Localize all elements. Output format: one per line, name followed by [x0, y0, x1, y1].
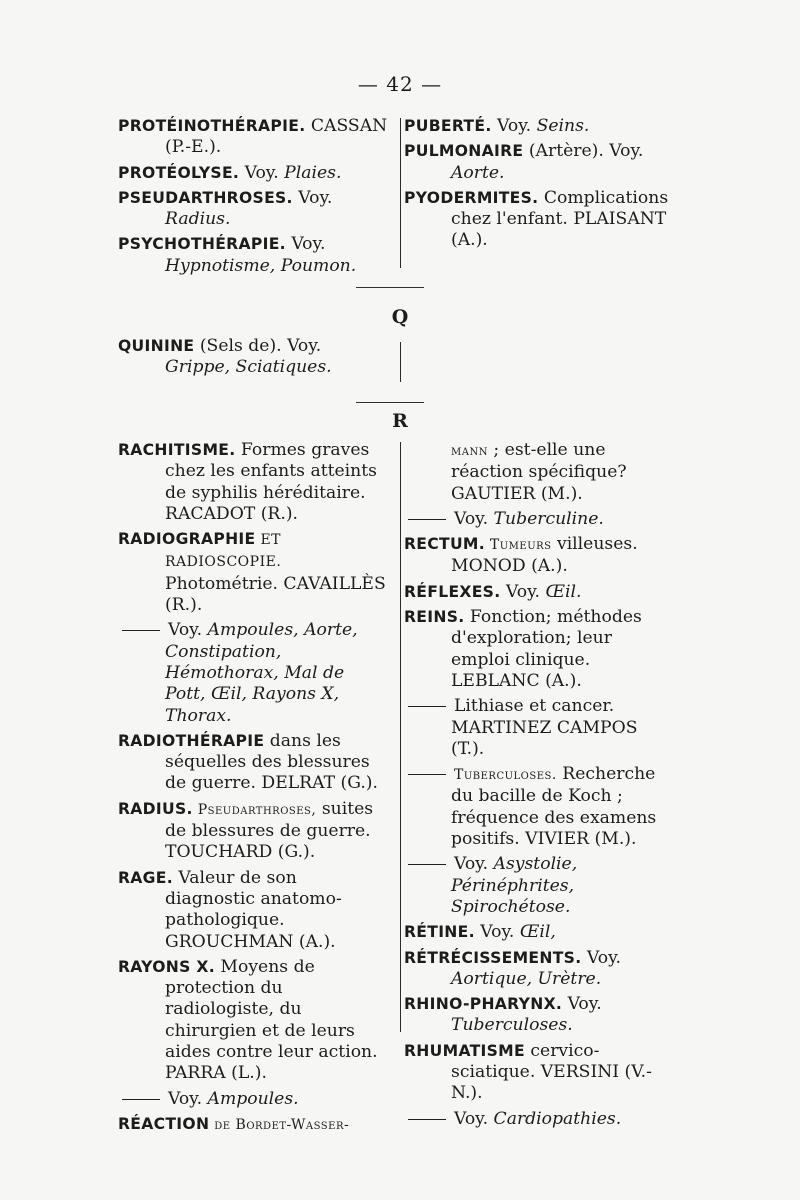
section-r-left-column	[118, 440, 396, 1140]
entry-reference: Aortique, Urètre.	[451, 968, 602, 989]
index-entry	[404, 1041, 674, 1105]
entry-text: (Sels de). Voy.	[194, 336, 322, 356]
entry-text: Fonction; méthodes d'exploration; leur emploi clinique. LEBLANC (A.).	[451, 607, 642, 691]
entry-subheading: Pseudarthroses,	[192, 801, 317, 818]
entry-text: Recherche du bacille de Koch ; fréquence des examens positifs. VIVIER (M.).	[451, 764, 657, 850]
entry-heading: RACHITISME.	[118, 441, 236, 459]
section-p	[118, 116, 678, 281]
index-entry	[118, 234, 390, 277]
index-entry	[404, 1109, 674, 1130]
index-entry	[404, 188, 674, 252]
entry-reference: Grippe, Sciatiques.	[165, 357, 332, 378]
letter-heading-r: R	[392, 410, 408, 432]
entry-heading: RÉTRÉCISSEMENTS.	[404, 948, 582, 967]
entry-heading: PULMONAIRE	[404, 142, 524, 161]
entry-heading: RAYONS X.	[118, 957, 215, 976]
index-entry	[118, 620, 390, 726]
entry-heading: RÉTINE.	[404, 923, 475, 942]
index-entry	[118, 731, 390, 795]
entry-reference: Œil,	[519, 922, 556, 943]
entry-subheading: de Bordet-Wasser-	[209, 1116, 350, 1133]
entry-text: Voy.	[581, 947, 621, 968]
entry-heading: PYODERMITES.	[404, 188, 539, 207]
index-entry	[404, 509, 674, 530]
entry-text: ; est-elle une réaction spécifique? GAUTIER (M.).	[451, 440, 627, 504]
index-entry	[118, 188, 390, 231]
index-entry	[404, 948, 674, 991]
entry-reference: Asystolie, Périnéphrites, Spirochétose.	[451, 854, 578, 917]
index-entry	[118, 440, 390, 525]
entry-text: Voy.	[474, 922, 520, 943]
index-entry	[118, 1089, 390, 1110]
entry-text: Voy.	[491, 116, 537, 136]
repeat-dash	[122, 630, 160, 631]
entry-text: Photométrie. CAVAILLÈS (R.).	[165, 573, 386, 616]
index-entry	[404, 141, 674, 184]
entry-subheading: Tuberculoses.	[454, 767, 557, 784]
entry-reference: Ampoules.	[207, 1088, 299, 1109]
section-q-left-column	[118, 336, 396, 383]
entry-reference: Tuberculoses.	[451, 1015, 573, 1036]
index-entry	[118, 868, 390, 953]
repeat-dash	[408, 519, 446, 520]
entry-text: Voy.	[562, 994, 602, 1015]
entry-heading: RAGE.	[118, 868, 173, 887]
entry-heading: PSEUDARTHROSES.	[118, 188, 293, 207]
index-entry	[404, 854, 674, 918]
index-entry	[118, 799, 390, 864]
section-separator	[356, 287, 424, 288]
entry-heading: RHINO-PHARYNX.	[404, 995, 563, 1014]
index-entry	[404, 764, 674, 850]
entry-reference: Plaies.	[284, 162, 342, 183]
entry-heading: PROTÉINOTHÉRAPIE.	[118, 117, 306, 135]
section-p-left-column	[118, 116, 396, 281]
repeat-dash	[408, 1119, 446, 1120]
entry-text: Voy.	[454, 508, 494, 529]
entry-text: Lithiase et cancer. MARTINEZ CAMPOS (T.).	[451, 696, 638, 759]
index-entry	[404, 607, 674, 692]
entry-heading: RADIOGRAPHIE	[118, 530, 256, 549]
entry-text: Complications chez l'enfant. PLAISANT (A.).	[451, 187, 669, 251]
repeat-dash	[408, 706, 446, 707]
entry-text: Voy.	[239, 162, 285, 183]
entry-text: Moyens de protection du radiologiste, du chirurgien et de leurs aides contre leur action. PARRA (L.).	[165, 956, 378, 1084]
entry-subheading: Tumeurs	[484, 537, 552, 554]
section-q-right-column	[396, 336, 674, 383]
entry-heading: QUININE	[118, 337, 195, 355]
index-entry	[118, 163, 390, 184]
entry-heading: PSYCHOTHÉRAPIE.	[118, 235, 286, 254]
entry-text: villeuses. MONOD (A.).	[451, 534, 638, 577]
entry-text: Voy.	[168, 1088, 208, 1109]
entry-heading: RADIOTHÉRAPIE	[118, 731, 265, 750]
repeat-dash	[408, 774, 446, 775]
entry-reference: Hypnotisme, Poumon.	[165, 255, 357, 276]
entry-reference: Radius.	[165, 209, 231, 230]
entry-text: cervico-sciatique. VERSINI (V.-N.).	[451, 1040, 652, 1104]
entry-heading: RECTUM.	[404, 535, 485, 554]
entry-text: Voy.	[454, 1108, 494, 1129]
index-entry	[404, 696, 674, 760]
entry-heading: RHUMATISME	[404, 1041, 525, 1060]
entry-text: CASSAN (P.-E.).	[165, 116, 388, 158]
entry-text: Valeur de son diagnostic anatomo-pathologique. GROUCHMAN (A.).	[165, 867, 342, 952]
entry-text: Voy.	[285, 234, 326, 255]
section-r-right-column	[396, 440, 674, 1140]
repeat-dash	[408, 864, 446, 865]
index-entry	[118, 957, 390, 1085]
index-entry	[118, 116, 390, 159]
entry-subheading: mann	[451, 443, 488, 459]
entry-reference: Ampoules, Aorte, Constipation, Hémothorax, Mal de Pott, Œil, Rayons X, Thorax.	[165, 620, 358, 726]
entry-heading: PROTÉOLYSE.	[118, 163, 240, 182]
entry-text: suites de blessures de guerre. TOUCHARD (G.).	[165, 798, 374, 863]
entry-text: (Artère). Voy.	[523, 141, 644, 162]
entry-heading: RÉACTION	[118, 1114, 210, 1133]
index-entry	[404, 534, 674, 578]
section-separator	[356, 402, 424, 403]
index-entry	[404, 994, 674, 1037]
index-entry	[404, 922, 674, 943]
index-entry	[118, 1114, 390, 1136]
index-entry	[404, 582, 674, 603]
index-entry	[404, 440, 674, 505]
entry-text: Voy.	[292, 187, 333, 208]
entry-text: Voy.	[454, 854, 494, 875]
index-entry	[404, 116, 674, 137]
entry-heading: REINS.	[404, 608, 465, 627]
entry-heading: RADIUS.	[118, 799, 193, 818]
entry-reference: Œil.	[545, 581, 582, 602]
page-number: — 42 —	[357, 72, 443, 96]
entry-heading: RÉFLEXES.	[404, 582, 501, 601]
index-entry	[118, 529, 390, 616]
entry-reference: Seins.	[536, 116, 590, 136]
entry-reference: Cardiopathies.	[493, 1108, 622, 1129]
letter-heading-q: Q	[391, 306, 409, 328]
entry-text: Voy.	[500, 581, 546, 602]
repeat-dash	[122, 1099, 160, 1100]
entry-heading: PUBERTÉ.	[404, 117, 492, 135]
entry-subheading: ET RADIOSCOPIE.	[165, 532, 282, 571]
entry-text: Voy.	[168, 620, 208, 641]
entry-text: Formes graves chez les enfants atteints de syphilis héréditaire. RACADOT (R.).	[165, 440, 377, 524]
section-p-right-column	[396, 116, 674, 281]
section-r	[118, 440, 678, 1140]
index-entry	[118, 336, 390, 379]
section-q	[118, 336, 678, 383]
entry-text: dans les séquelles des blessures de guerre. DELRAT (G.).	[165, 730, 378, 794]
entry-reference: Aorte.	[451, 162, 505, 183]
entry-reference: Tuberculine.	[493, 508, 604, 529]
